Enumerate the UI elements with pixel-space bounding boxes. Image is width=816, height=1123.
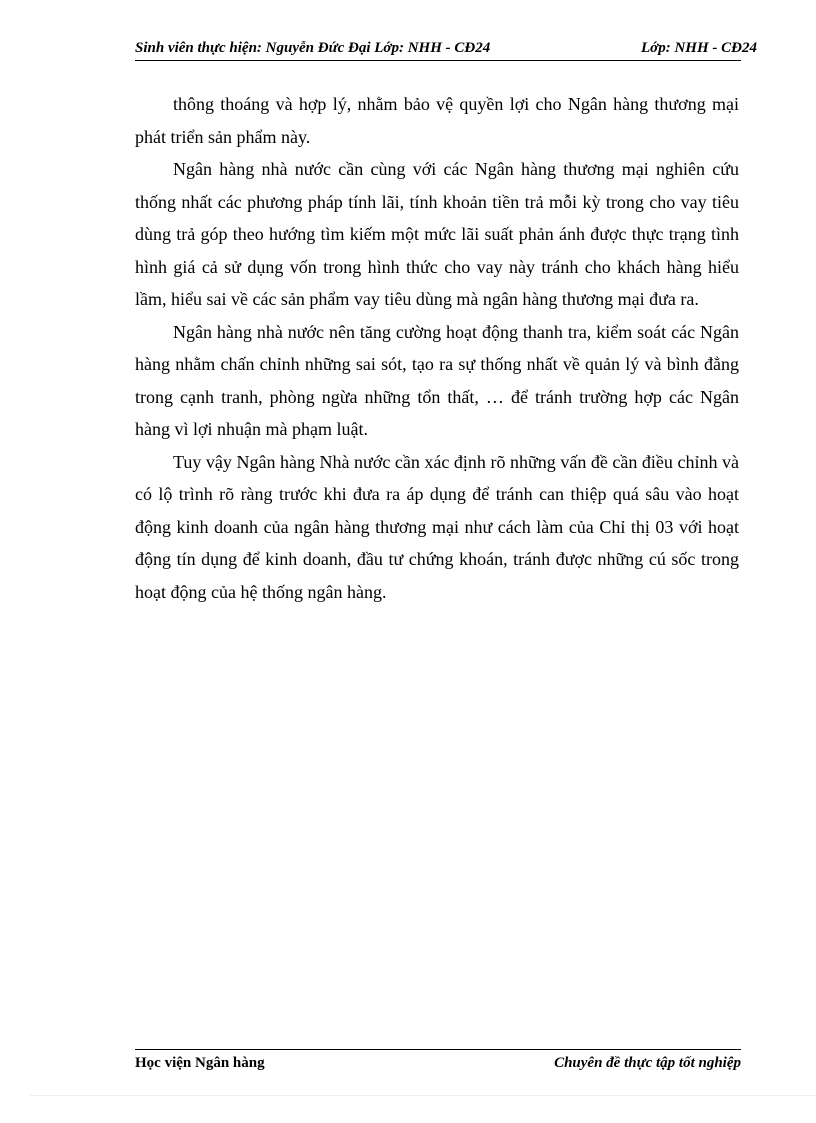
page-bottom-divider bbox=[30, 1095, 816, 1096]
footer-institution: Học viện Ngân hàng bbox=[135, 1055, 265, 1071]
paragraph: Ngân hàng nhà nước cần cùng với các Ngân hàng thương mại nghiên cứu thống nhất các phương pháp tính lãi, tính khoản tiền trả mỗi kỳ trong cho vay tiêu dùng trả góp theo hướng tìm kiếm một mức lãi suất phản ánh được thực trạng tình hình giá cả sử dụng vốn trong hình thức cho vay này tránh cho khách hàng hiểu lầm, hiểu sai về các sản phẩm vay tiêu dùng mà ngân hàng thương mại đưa ra. bbox=[135, 159, 739, 309]
paragraph: thông thoáng và hợp lý, nhằm bảo vệ quyền lợi cho Ngân hàng thương mại phát triển sản phẩm này. bbox=[135, 94, 739, 147]
paragraph: Tuy vậy Ngân hàng Nhà nước cần xác định rõ những vấn đề cần điều chỉnh và có lộ trình rõ ràng trước khi đưa ra áp dụng để tránh can thiệp quá sâu vào hoạt động kinh doanh của ngân hàng thương mại như cách làm của Chỉ thị 03 với hoạt động tín dụng để kinh doanh, đầu tư chứng khoán, tránh được những cú sốc trong hoạt động của hệ thống ngân hàng. bbox=[135, 451, 739, 602]
header-author: Sinh viên thực hiện: Nguyễn Đức Đại Lớp: NHH - CĐ24 bbox=[135, 40, 491, 56]
page-footer bbox=[135, 1049, 741, 1071]
footer-document-type: Chuyên đề thực tập tốt nghiệp bbox=[554, 1055, 741, 1071]
document-body bbox=[135, 88, 739, 608]
header-class: Lớp: NHH - CĐ24 bbox=[641, 40, 757, 56]
paragraph: Ngân hàng nhà nước nên tăng cường hoạt động thanh tra, kiểm soát các Ngân hàng nhằm chấn chỉnh những sai sót, tạo ra sự thống nhất về quản lý và bình đẳng trong cạnh tranh, phòng ngừa những tổn thất, … để tránh trường hợp các Ngân hàng vì lợi nhuận mà phạm luật. bbox=[135, 321, 739, 439]
